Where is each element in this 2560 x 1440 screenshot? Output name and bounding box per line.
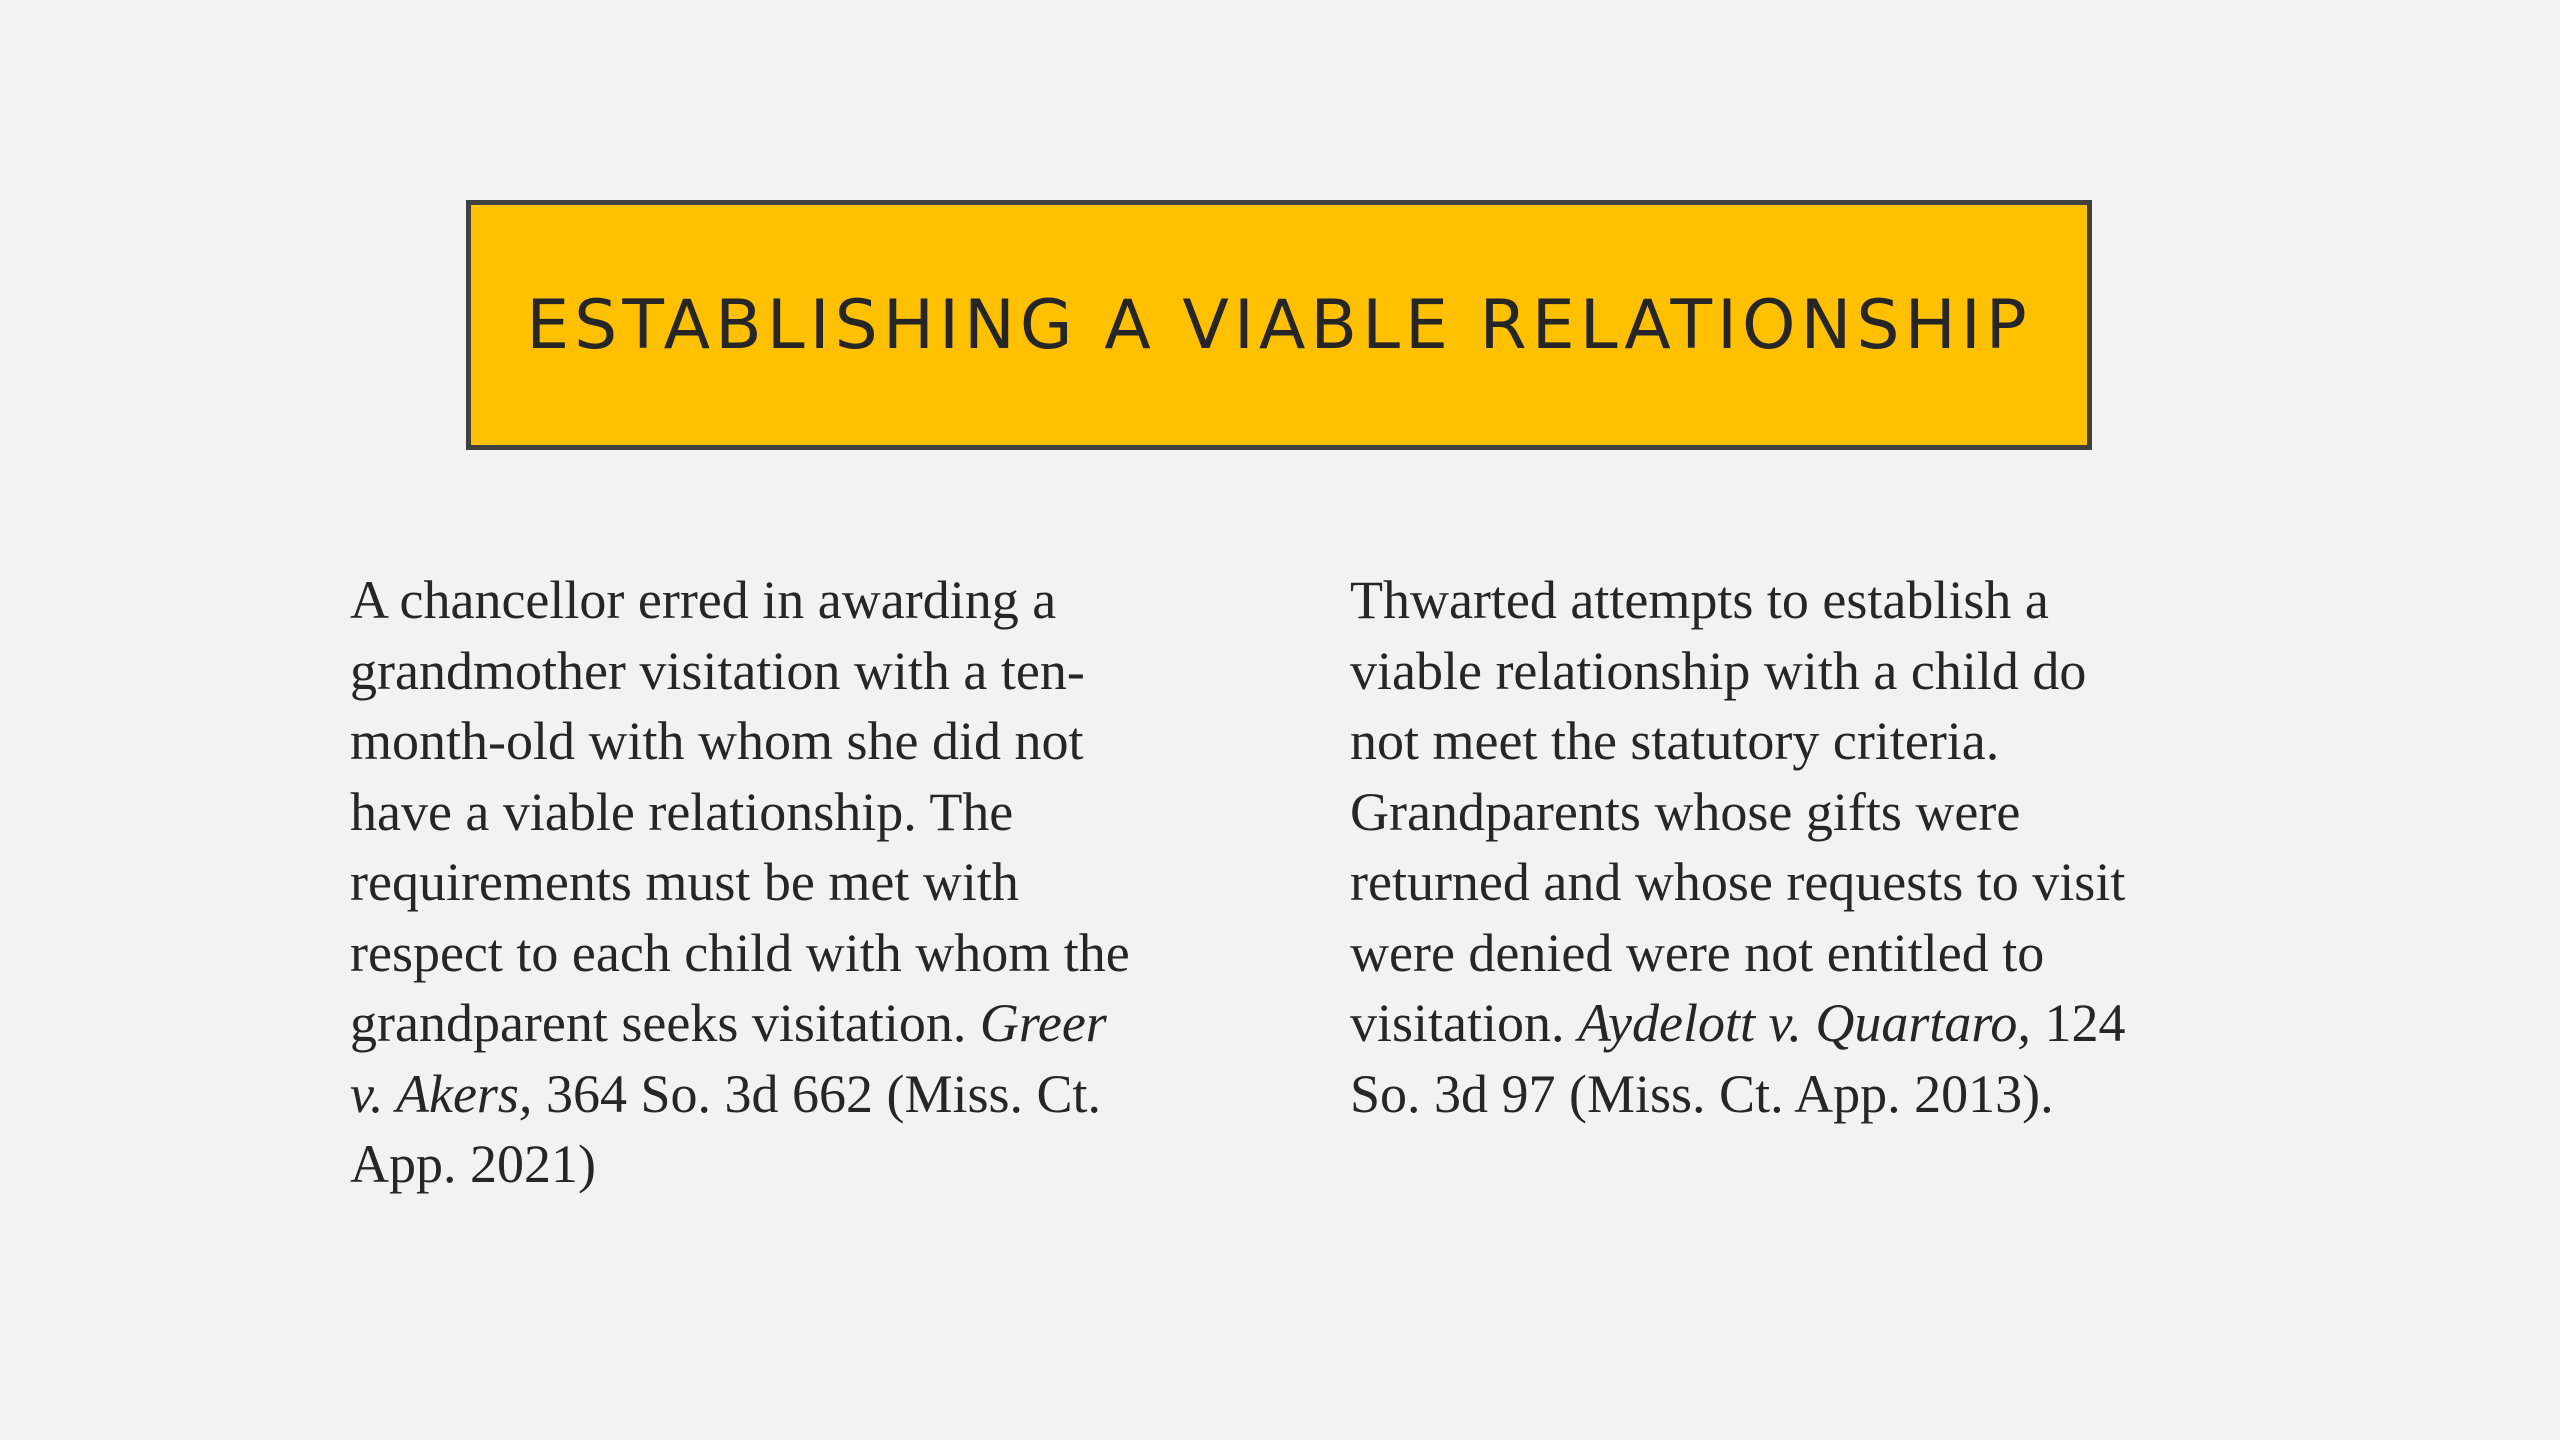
left-citation-case-name-part2: v. Akers, (350, 1063, 533, 1124)
right-line-6: were denied were not entitled to (1350, 922, 2045, 983)
right-line-5: returned and whose requests to visit (1350, 852, 2126, 912)
right-text-column (1350, 565, 2240, 1129)
right-line-7-tail: 124 (2030, 993, 2126, 1053)
right-line-4: Grandparents whose gifts were (1350, 781, 2021, 842)
right-citation-case-name: Aydelott v. Quartaro, (1578, 993, 2031, 1053)
left-line-9: App. 2021) (350, 1134, 596, 1194)
left-line-2: grandmother visitation with a ten- (350, 640, 1085, 701)
left-citation-case-name-part1: Greer (979, 993, 1107, 1053)
left-line-1: A chancellor erred in awarding a (350, 570, 1057, 630)
slide-title: ESTABLISHING A VIABLE RELATIONSHIP (526, 285, 2032, 365)
left-line-6: respect to each child with whom the (350, 922, 1130, 983)
title-box (466, 200, 2092, 450)
right-line-7: visitation. (1350, 993, 1578, 1053)
left-line-3: month-old with whom she did not (350, 711, 1084, 771)
right-line-8: So. 3d 97 (Miss. Ct. App. 2013). (1350, 1063, 2054, 1124)
right-line-2: viable relationship with a child do (1350, 640, 2087, 701)
right-line-3: not meet the statutory criteria. (1350, 711, 2000, 771)
right-line-1: Thwarted attempts to establish a (1350, 570, 2049, 630)
left-line-7: grandparent seeks visitation. (350, 993, 980, 1053)
left-line-4: have a viable relationship. The (350, 781, 1014, 842)
left-line-8: 364 So. 3d 662 (Miss. Ct. (532, 1063, 1102, 1124)
left-text-column (350, 565, 1230, 1200)
left-line-5: requirements must be met with (350, 852, 1019, 912)
